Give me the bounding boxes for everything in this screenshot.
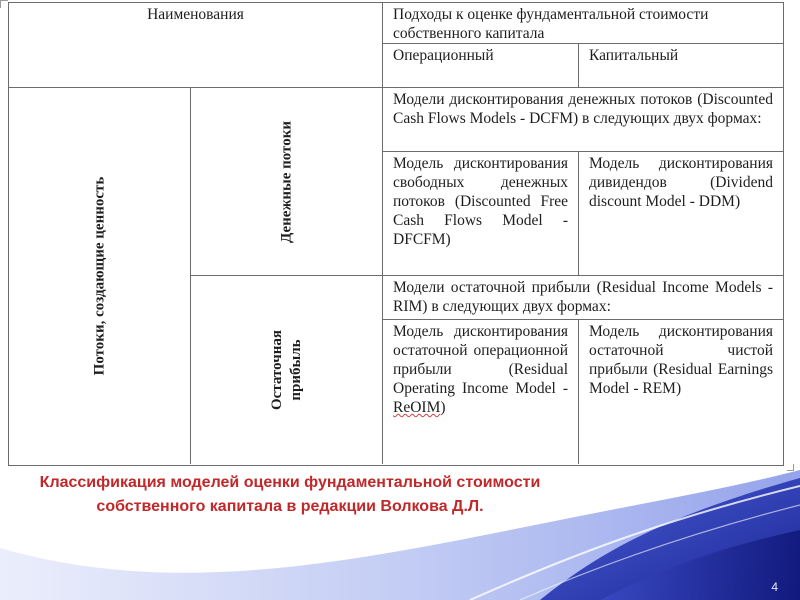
rim-models-cell — [383, 276, 783, 320]
reoim-abbr-text: ReOIM — [393, 399, 441, 416]
corner-mark-right — [787, 464, 794, 471]
header-names-cell — [9, 3, 383, 88]
header-operational-cell — [383, 44, 579, 88]
rim-models-text: Модели остаточной прибыли (Residual Income Models - RIM) в следующих двух формах: — [393, 279, 773, 315]
header-operational-text: Операционный — [393, 47, 494, 64]
value-flows-label: Потоки, создающие ценность — [91, 176, 107, 376]
page-number: 4 — [771, 580, 778, 594]
dcf-models-text: Модели дисконтирования денежных потоков (Discounted Cash Flows Models - DCFM) в следующих двух формах: — [393, 91, 773, 127]
dcf-models-cell — [383, 88, 783, 152]
residual-profit-cell — [191, 276, 383, 464]
dfcf-model-text: Модель дисконтирования свободных денежных потоков (Discounted Free Cash Flows Model -DFCFM) — [393, 155, 568, 248]
rem-model-cell — [579, 320, 783, 464]
rem-model-text: Модель дисконтирования остаточной чистой прибыли (Residual Earnings Model - REM) — [589, 323, 773, 397]
corner-mark — [0, 0, 8, 8]
reoim-model-cell — [383, 320, 579, 464]
cash-flows-label: Денежные потоки — [278, 120, 294, 243]
residual-profit-label: Остаточная прибыль — [268, 330, 304, 410]
header-approaches-text: Подходы к оценке фундаментальной стоимости собственного капитала — [393, 6, 709, 42]
dfcf-model-cell — [383, 152, 579, 276]
header-capital-cell — [579, 44, 783, 88]
ddm-model-cell — [579, 152, 783, 276]
reoim-model-end: ) — [440, 399, 446, 416]
models-table — [8, 2, 784, 466]
header-approaches-cell — [383, 3, 783, 44]
cash-flows-cell — [191, 88, 383, 276]
slide-caption: Классификация моделей оценки фундаментальной стоимости собственного капитала в редакции Волкова Д.Л. — [39, 474, 541, 515]
ddm-model-text: Модель дисконтирования дивидендов (Dividend discount Model - DDM) — [589, 155, 773, 210]
reoim-model-text: Модель дисконтирования остаточной операционной прибыли (Residual Operating Income Model - — [393, 323, 568, 397]
header-capital-text: Капитальный — [589, 47, 679, 64]
value-flows-cell — [9, 88, 191, 464]
header-names-text: Наименования — [147, 6, 244, 23]
